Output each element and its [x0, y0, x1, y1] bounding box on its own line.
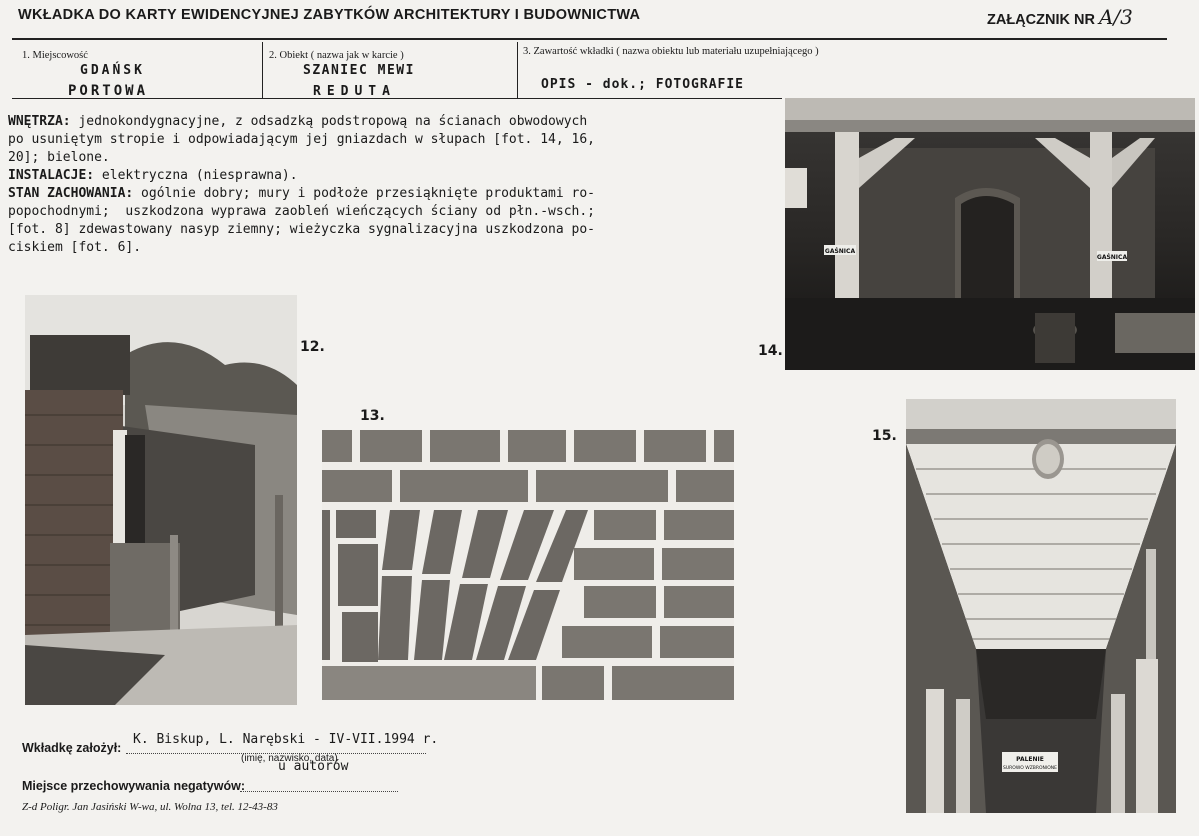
photo-15-number: 15. [872, 428, 897, 444]
photo-15-corridor [906, 399, 1176, 813]
sign-gasnica-2: GAŚNICA [1096, 254, 1128, 261]
photo-12-exterior [25, 295, 297, 705]
sign-palenie-2: SUROWO WZBRONIONE [1003, 766, 1057, 771]
storage-label: Miejsce przechowywania negatywów: [22, 779, 245, 793]
object-line-1: SZANIEC MEWI [303, 63, 415, 78]
photo-13-number: 13. [360, 408, 385, 424]
photo-15-image [906, 399, 1176, 813]
photo-12-image [25, 295, 297, 705]
content-label: 3. Zawartość wkładki ( nazwa obiektu lub materiału uzupełniającego ) [523, 46, 819, 57]
printer-info: Z-d Poligr. Jan Jasiński W-wa, ul. Wolna 13, tel. 12-43-83 [22, 801, 278, 813]
description-line-1: jednokondygnacyjne, z odsadzką podstropową na ścianach obwodowych [70, 114, 588, 129]
description-line-4: elektryczna (niesprawna). [94, 168, 298, 183]
founded-label: Wkładkę założył: [22, 741, 122, 755]
object-label: 2. Obiekt ( nazwa jak w karcie ) [269, 50, 404, 61]
document-title: WKŁADKA DO KARTY EWIDENCYJNEJ ZABYTKÓW ARCHITEKTURY I BUDOWNICTWA [18, 7, 641, 23]
founded-value: K. Biskup, L. Narębski - IV-VII.1994 r. [133, 732, 439, 747]
description-line-2: po usuniętym stropie i odpowiadającym jej gniazdach w słupach [fot. 14, 16, [8, 132, 595, 147]
sign-gasnica-1: GAŚNICA [824, 248, 856, 255]
storage-value: u autorów [278, 759, 349, 774]
header-rule [12, 38, 1167, 40]
annex-label: ZAŁĄCZNIK NR [987, 12, 1095, 28]
field-divider-2 [517, 42, 518, 98]
description-line-3: 20]; bielone. [8, 150, 110, 165]
description-head-condition: STAN ZACHOWANIA: [8, 186, 134, 201]
description-line-5: ogólnie dobry; mury i podłoże przesiąknięte produktami ro- [133, 186, 596, 201]
annex-value: A/3 [1098, 5, 1133, 29]
photo-14-number: 14. [758, 343, 783, 359]
description-line-7: [fot. 8] zdewastowany nasyp ziemny; wieżyczka sygnalizacyjna uszkodzona po- [8, 222, 595, 237]
photo-13-brickwork [322, 430, 734, 700]
founded-hint: (imię, nazwisko, data) [241, 753, 338, 764]
description-line-8: ciskiem [fot. 6]. [8, 240, 142, 255]
content-value: OPIS - dok.; FOTOGRAFIE [541, 77, 745, 92]
annex-number [987, 5, 1133, 29]
place-label: 1. Miejscowość [22, 50, 88, 61]
description-line-6: popochodnymi; uszkodzona wyprawa zaobleń wieńczących ściany od płn.-wsch.; [8, 204, 595, 219]
photo-13-image [322, 430, 734, 700]
place-line-2: PORTOWA [68, 83, 149, 99]
description-text [8, 113, 783, 257]
field-divider-1 [262, 42, 263, 98]
photo-14-image [785, 98, 1195, 370]
photo-12-number: 12. [300, 339, 325, 355]
storage-dots [240, 791, 398, 792]
object-line-2: REDUTA [313, 84, 396, 99]
description-head-installations: INSTALACJE: [8, 168, 95, 183]
photo-14-interior [785, 98, 1195, 370]
sign-palenie-1: PALENIE [1016, 756, 1044, 763]
description-head-interiors: WNĘTRZA: [8, 114, 71, 129]
place-line-1: GDAŃSK [80, 63, 145, 78]
